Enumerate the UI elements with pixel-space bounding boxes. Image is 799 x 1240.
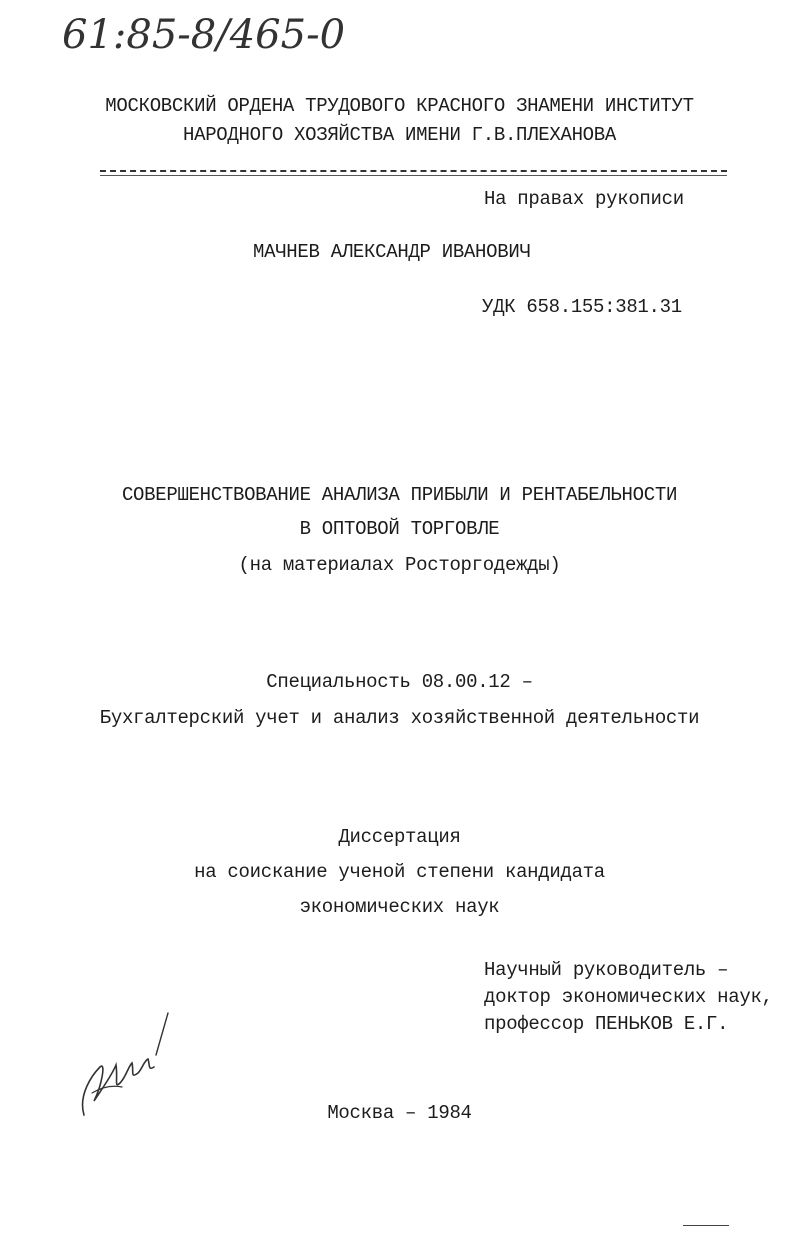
specialty-line-2: Бухгалтерский учет и анализ хозяйственной деятельности [99, 707, 700, 729]
header-divider-dashed [100, 170, 727, 172]
institute-name-line-1: МОСКОВСКИЙ ОРДЕНА ТРУДОВОГО КРАСНОГО ЗНАМЕНИ ИНСТИТУТ [105, 95, 694, 117]
supervisor-line-3: профессор ПЕНЬКОВ Е.Г. [484, 1013, 729, 1035]
place-and-year: Москва – 1984 [327, 1102, 472, 1124]
bottom-mark [683, 1225, 729, 1226]
udc-code: УДК 658.155:381.31 [482, 296, 682, 318]
thesis-line-2: на соискание ученой степени кандидата [194, 861, 605, 883]
thesis-line-3: экономических наук [299, 896, 500, 918]
handwritten-archive-code: 61:85-8/465-0 [62, 12, 346, 58]
title-line-2: В ОПТОВОЙ ТОРГОВЛЕ [299, 518, 500, 540]
specialty-line-1: Специальность 08.00.12 – [266, 671, 533, 693]
author-name: МАЧНЕВ АЛЕКСАНДР ИВАНОВИЧ [253, 241, 531, 263]
title-line-1: СОВЕРШЕНСТВОВАНИЕ АНАЛИЗА ПРИБЫЛИ И РЕНТАБЕЛЬНОСТИ [121, 484, 678, 506]
supervisor-line-2: доктор экономических наук, [484, 986, 773, 1008]
title-line-3: (на материалах Росторгодежды) [238, 554, 561, 576]
thesis-line-1: Диссертация [338, 826, 461, 848]
header-divider-solid [100, 175, 727, 176]
rights-note: На правах рукописи [484, 188, 684, 210]
institute-name-line-2: НАРОДНОГО ХОЗЯЙСТВА ИМЕНИ Г.В.ПЛЕХАНОВА [183, 124, 616, 146]
supervisor-line-1: Научный руководитель – [484, 959, 729, 981]
